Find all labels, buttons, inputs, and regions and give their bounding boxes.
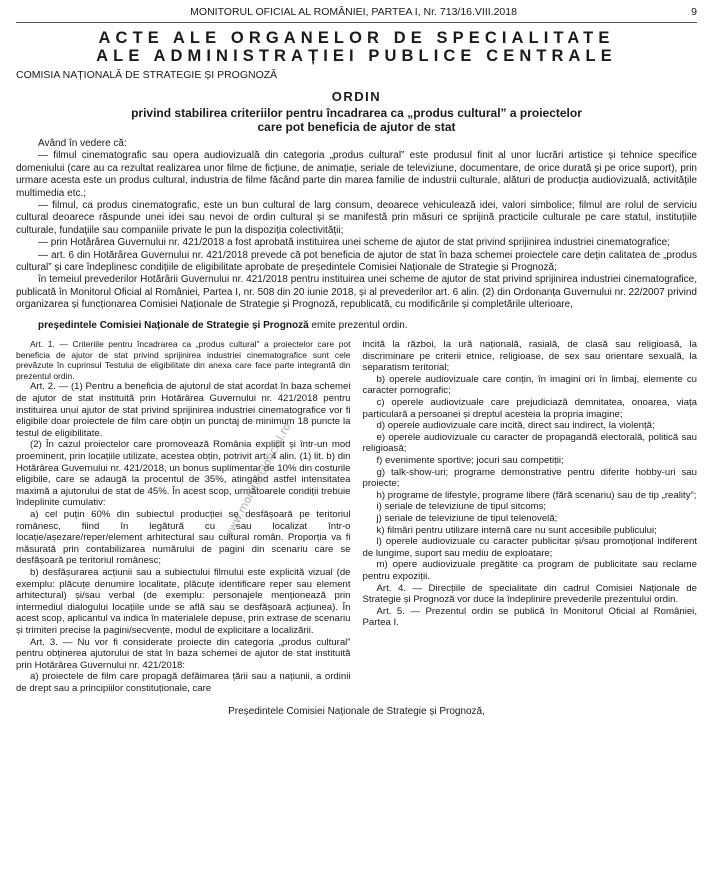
issuer-title: președintele Comisiei Naționale de Strategie și Prognoză (38, 319, 309, 331)
article-paragraph: h) programe de lifestyle, programe libere (fără scenariu) sau de tip „reality”; (376, 489, 697, 501)
preamble-paragraph: — art. 6 din Hotărârea Guvernului nr. 421/2018 prevede că pot beneficia de ajutor de stat în baza schemei proiectele care dețin calitatea de „produs cultural” și care îndeplinesc condițiile de eligibilitate aprobate de președintele Comisiei Naționale de Strategie și Prognoză; (16, 249, 697, 274)
document-subtitle (16, 106, 697, 134)
article-paragraph: j) seriale de televiziune de tipul telenovelă; (376, 513, 558, 524)
article-paragraph: a) cel puțin 60% din subiectul producției se desfășoară pe teritoriul românesc, fiind în legătură cu sau localizat într-o locație/așezare/reper/element arhitectural sau cultural român. Proporția va fi măsurată prin contabilizarea numărului de pagini din scenariu care se desfășoară pe teritoriul românesc; (16, 509, 351, 567)
article-paragraph: Art. 2. — (1) Pentru a beneficia de ajutorul de stat acordat în baza schemei de ajutor de stat instituită prin Hotărârea Guvernului nr. 421/2018 pentru instituirea unui ajutor de stat privind sprijinirea industriei cinematografice vor fi eligibile doar proiectele de film care obțin un punctaj de minimum 18 puncte la testul de eligibilitate. (16, 381, 351, 439)
article-paragraph: b) desfășurarea acțiunii sau a subiectului filmului este explicită vizual (de exemplu: plăcuțe denumire localitate, plăcuțe identificare reper sau element arhitectural) și/sau verbal (de exemplu: personajele menționează prin intermediul dialogului locațiile unde se află sau se desfășoară acțiunea). În acest scop, aplicantul va indica în materialele depuse, prin extrase de scenariu și trimiteri precise la pagini/secvențe, modul de explicitare a localizării. (16, 566, 351, 636)
signature-line: Președintele Comisiei Naționale de Strategie și Prognoză, (228, 705, 485, 717)
article-paragraph: d) operele audiovizuale care incită, direct sau indirect, la violență; (376, 420, 655, 432)
preamble-paragraph: — prin Hotărârea Guvernului nr. 421/2018 a fost aprobată instituirea unei scheme de ajutor de stat privind sprijinirea industriei cinematografice; (38, 237, 671, 249)
page-number: 9 (691, 6, 697, 18)
issuing-statement (16, 320, 697, 332)
publication-title: MONITORUL OFICIAL AL ROMÂNIEI, PARTEA I, Nr. 713/16.VIII.2018 (190, 6, 517, 18)
page-header (16, 0, 697, 20)
preamble-paragraph: — filmul cinematografic sau opera audiovizuală din categoria „produs cultural” este produsul finit al unor lucrări artistice și tehnice specifice domeniului (care au ca rezultat realizarea unor filme de ficțiune, de animație, seriale de televiziune, documentare, de orice durată și pe orice suport), prin urmare acesta este un produs cultural, industria de filme făcând parte din marea familie de industrii culturale, alături de producția audiovizuală, activitățile multimedia etc.; (16, 150, 697, 199)
issuer-name: COMISIA NAȚIONALĂ DE STRATEGIE ȘI PROGNOZĂ (16, 69, 278, 81)
article-paragraph: Art. 4. — Direcțiile de specialitate din cadrul Comisiei Naționale de Strategie și Prognoză vor duce la îndeplinire prevederile prezentului ordin. (362, 582, 697, 606)
article-paragraph: l) operele audiovizuale cu caracter publicitar și/sau promoțional indiferent de lungime, suport sau mediu de exploatare; (362, 536, 697, 559)
section-heading-line-2: ALE ADMINISTRAȚIEI PUBLICE CENTRALE (96, 47, 617, 65)
article-paragraph: b) operele audiovizuale care conțin, în imagini ori în limbaj, elemente cu caracter pornografic; (362, 373, 697, 397)
article-paragraph: g) talk-show-uri; programe demonstrative pentru diferite hobby-uri sau proiecte; (362, 466, 697, 490)
article-paragraph: Art. 3. — Nu vor fi considerate proiecte din categoria „produs cultural” pentru obținerea ajutorului de stat în baza schemei de ajutor de stat instituită prin Hotărârea Guvernului nr. 421/2018: (16, 636, 351, 671)
article-paragraph: Art. 5. — Prezentul ordin se publică în Monitorul Oficial al României, Partea I. (362, 605, 697, 629)
article-paragraph: c) operele audiovizuale care prejudiciază demnitatea, onoarea, viața particulară a persoanei și dreptul acesteia la propria imagine; (362, 397, 697, 420)
article-paragraph: m) opere audiovizuale pregătite ca program de publicitate sau reclame pentru expoziții. (362, 559, 697, 582)
subtitle-line-1: privind stabilirea criteriilor pentru încadrarea ca „produs cultural” a proiectelor (131, 106, 582, 120)
article-paragraph: a) proiectele de film care propagă defăimarea țării sau a națiunii, a ordinii de drept sau a principiilor constituționale, care (16, 671, 351, 694)
articles-columns (16, 339, 697, 694)
subtitle-line-2: care pot beneficia de ajutor de stat (257, 120, 456, 134)
preamble-paragraph: în temeiul prevederilor Hotărârii Guvernului nr. 421/2018 pentru instituirea unei scheme de ajutor de stat privind sprijinirea industriei cinematografice, publicată în Monitorul Oficial al României, Partea I, nr. 508 din 20 iunie 2018, și al prevederilor art. 6 alin. (2) din Ordonanța Guvernului nr. 22/2007 privind organizarea și funcționarea Comisiei Naționale de Strategie și Prognoză, republicată, cu modificările și completările ulterioare, (16, 274, 697, 311)
section-heading (16, 29, 697, 65)
article-paragraph: f) evenimente sportive; jocuri sau competiții; (376, 455, 564, 467)
issuing-text: emite prezentul ordin. (308, 319, 408, 331)
article-paragraph: i) seriale de televiziune de tipul sitcoms; (376, 501, 547, 513)
document-type: ORDIN (331, 89, 382, 104)
left-column (16, 339, 351, 694)
section-heading-line-1: ACTE ALE ORGANELOR DE SPECIALITATE (98, 29, 615, 47)
preamble-paragraph: Având în vedere că: (38, 138, 127, 149)
article-paragraph: (2) În cazul proiectelor care promovează România explicit și într-un mod proeminent, prin locațiile utilizate, acestea obțin, potrivit art. 4 alin. (1) lit. b) din Hotărârea Guvernului nr. 421/2018, un bonus suplimentar de 10% din costurile eligibile, care se adaugă la procentul de 35%, atingând astfel intensitatea maximă a ajutorului de stat de 45%. În acest scop, următoarele condiții trebuie îndeplinite cumulativ: (16, 439, 351, 509)
preamble (16, 138, 697, 312)
article-paragraph: e) operele audiovizuale cu caracter de propagandă electorală, politică sau religioasă; (362, 431, 697, 455)
preamble-paragraph: — filmul, ca produs cinematografic, este un bun cultural de larg consum, deoarece vehiculează idei, valori simbolice; filmul are rolul de serviciu cultural deoarece răspunde unei idei sau nevoi de ordin cultural și se manifestă prin măsuri ce sprijină practicile culturale pe care statul, instituțiile culturale, fundațiile sau companiile private le pun la dispoziția colectivității; (16, 200, 697, 236)
article-paragraph: Art. 1. — Criteriile pentru încadrarea ca „produs cultural” a proiectelor care pot beneficia de ajutor de stat privind sprijinirea industriei cinematografice sunt cele prevăzute în cuprinsul Testului de eligibilitate din anexa care face parte integrantă din prezentul ordin. (16, 339, 351, 381)
watermark-text: www.monitoruloficial.ro (221, 420, 294, 542)
article-paragraph: incită la război, la ură națională, rasială, de clasă sau religioasă, la discriminare pe criterii etnice, religioase, de sex sau orientare sexuală, la separatism teritorial; (362, 339, 697, 374)
article-paragraph: k) filmări pentru utilizare internă care nu sunt accesibile publicului; (376, 524, 657, 536)
right-column (363, 339, 698, 694)
header-rule (16, 22, 697, 23)
